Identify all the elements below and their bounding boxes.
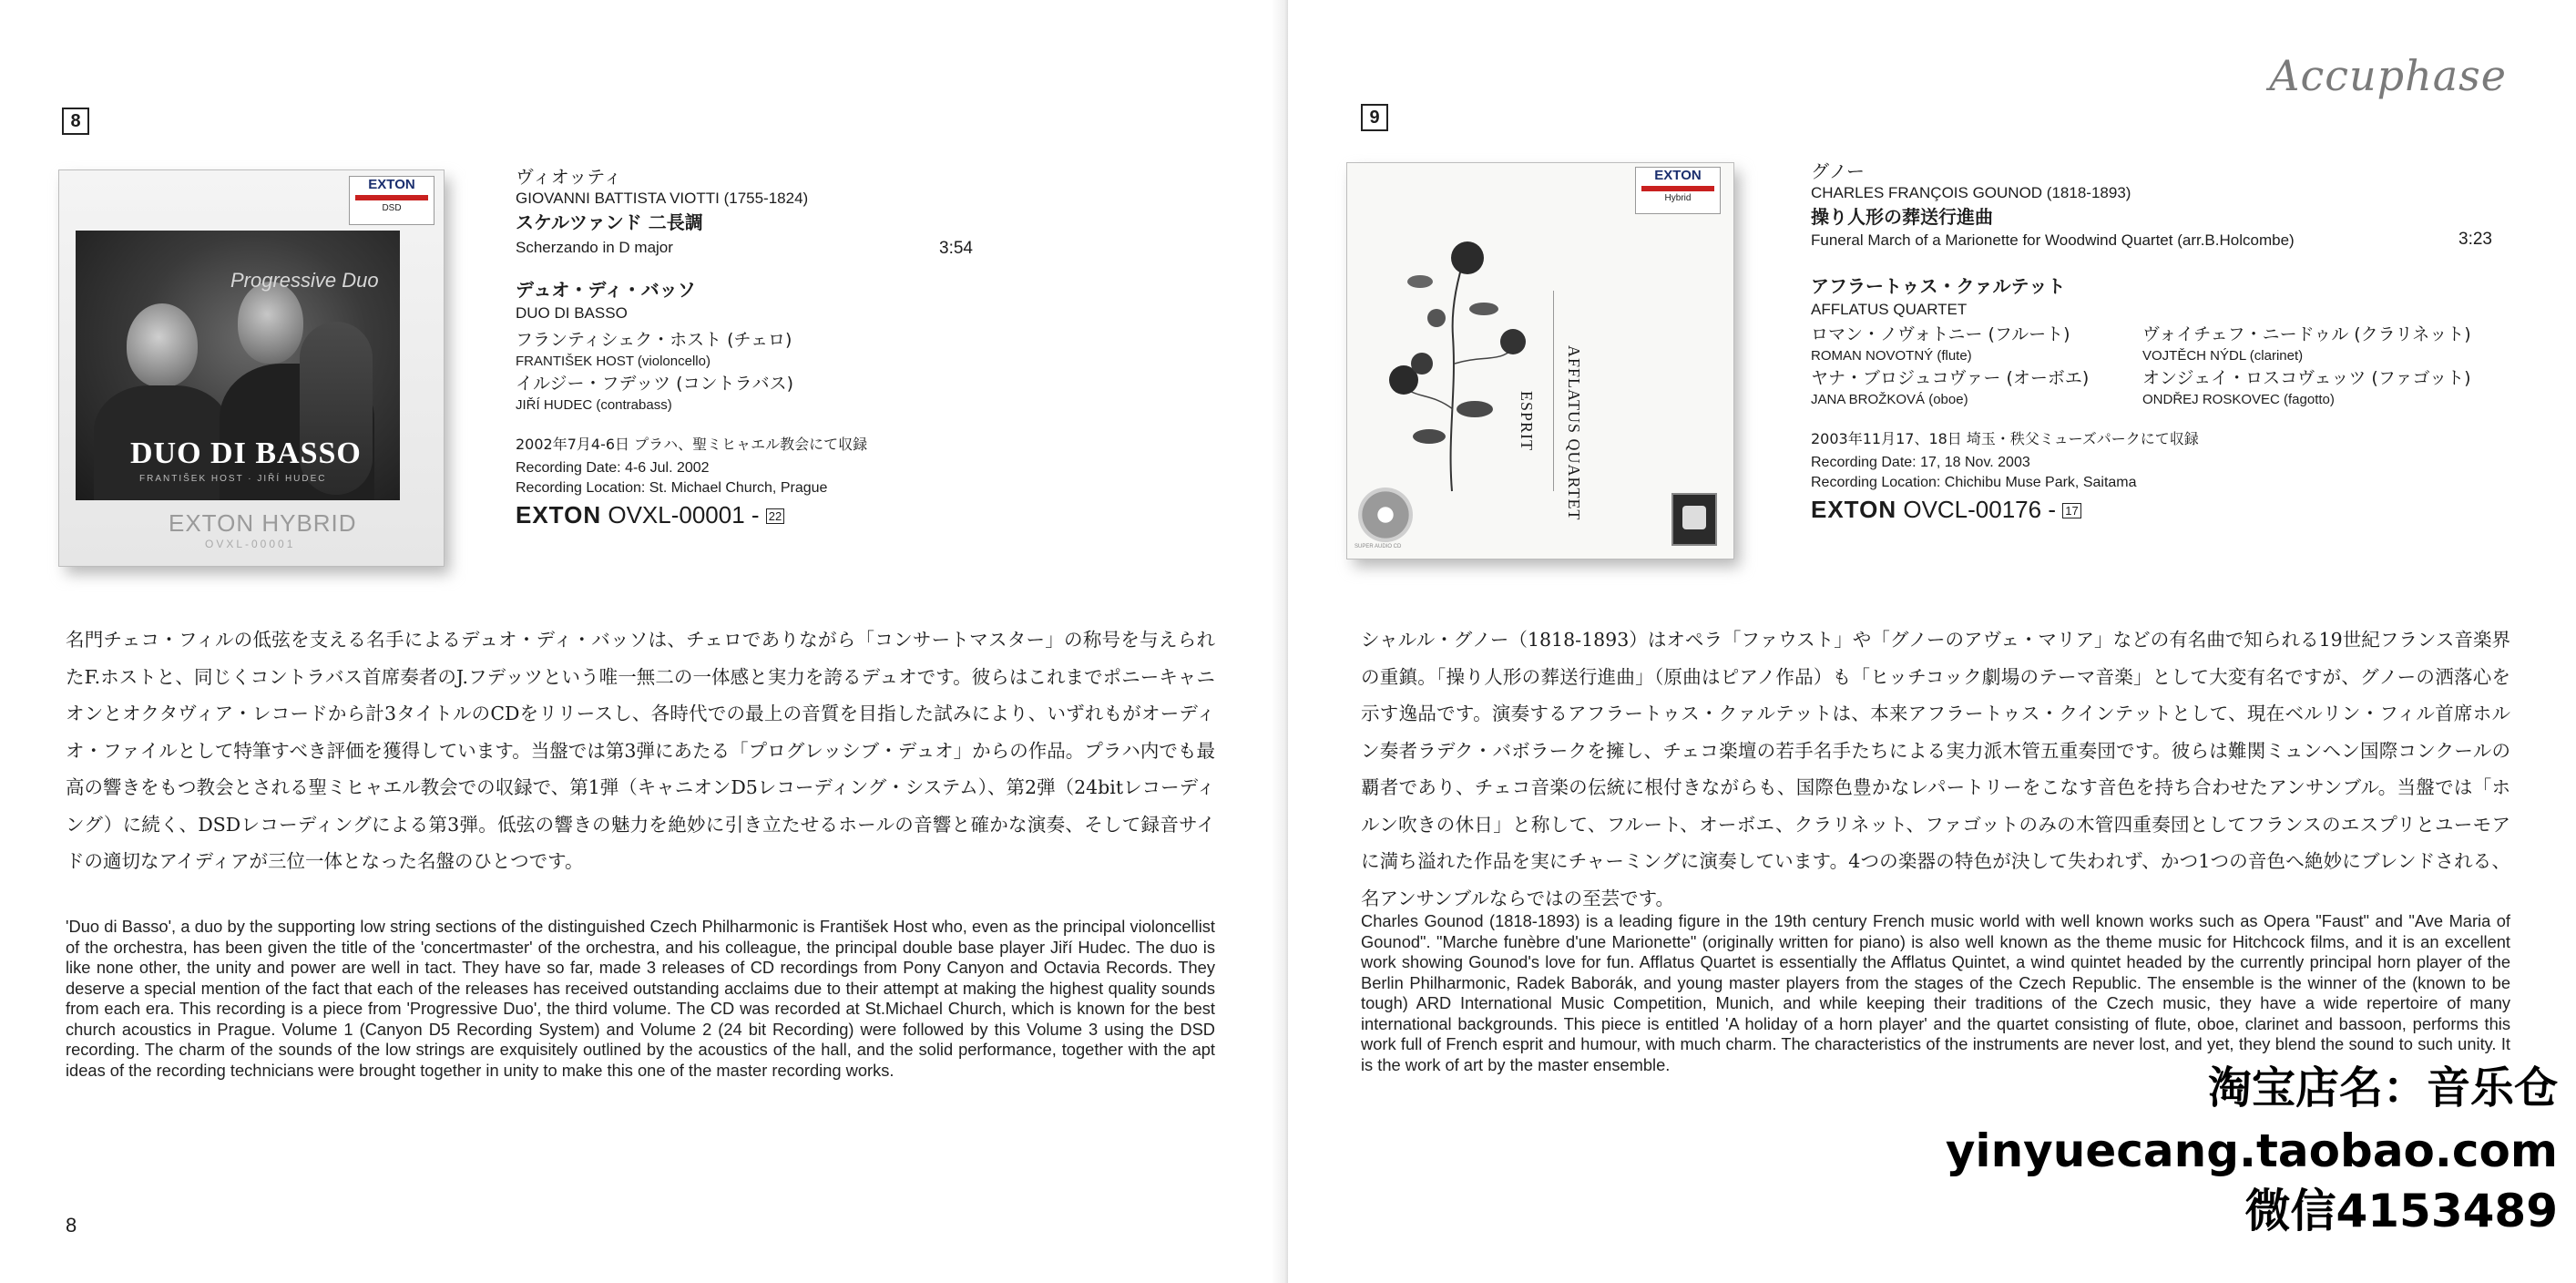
title-ja: 操り人形の葬送行進曲 <box>1811 206 1993 228</box>
performer-oboe-en: JANA BROŽKOVÁ (oboe) <box>1811 392 1968 407</box>
performer-fagotto-ja: オンジェイ・ロスコヴェッツ (ファゴット) <box>2142 368 2471 388</box>
label-name: EXTON <box>516 501 602 529</box>
performer-1-en: FRANTIŠEK HOST (violoncello) <box>516 354 710 369</box>
duo-logo: DUO DI BASSO <box>130 436 362 470</box>
performer-2-ja: イルジー・フデッツ (コントラバス) <box>516 374 794 394</box>
accuphase-logo: Accuphase <box>2269 51 2507 100</box>
track-number-badge: 9 <box>1361 104 1388 131</box>
watermark-wechat: 微信4153489 <box>2244 1185 2558 1237</box>
catalog-track-index: 22 <box>766 508 784 524</box>
duration: 3:23 <box>2458 230 2492 249</box>
hybrid-sub: OVXL-00001 <box>205 538 296 550</box>
recording-ja: 2002年7月4-6日 プラハ、聖ミヒャエル教会にて収録 <box>516 436 868 453</box>
duo-photo <box>76 231 400 500</box>
label-name: EXTON <box>1811 496 1897 523</box>
exton-badge: EXTON DSD <box>349 176 434 225</box>
performer-2-en: JIŘÍ HUDEC (contrabass) <box>516 397 672 413</box>
composer-en: GIOVANNI BATTISTA VIOTTI (1755-1824) <box>516 190 809 207</box>
catalog-code: OVCL-00176 - <box>1903 496 2056 523</box>
album-cover-duo-di-basso <box>58 169 445 567</box>
sacd-logo <box>1358 488 1413 542</box>
recording-location: Recording Location: Chichibu Muse Park, Saitama <box>1811 475 2137 490</box>
cover-performers: FRANTIŠEK HOST · JIŘÍ HUDEC <box>139 474 327 484</box>
recording-date: Recording Date: 4-6 Jul. 2002 <box>516 460 710 476</box>
recording-date: Recording Date: 17, 18 Nov. 2003 <box>1811 455 2030 470</box>
performer-flute-en: ROMAN NOVOTNÝ (flute) <box>1811 348 1972 364</box>
track-number-badge: 8 <box>62 108 89 135</box>
watermark-shop-name: 淘宝店名：音乐仓 <box>2207 1062 2558 1114</box>
performer-fagotto-en: ONDŘEJ ROSKOVEC (fagotto) <box>2142 392 2335 407</box>
cover-title-esprit: ESPRIT <box>1518 391 1536 452</box>
cellist-face <box>127 303 198 387</box>
catalog-number <box>1811 496 2081 524</box>
ensemble-ja: アフラートゥス・クァルテット <box>1811 275 2066 297</box>
sacd-text: SUPER AUDIO CD <box>1354 544 1402 549</box>
catalog-number <box>516 501 784 529</box>
ensemble-ja: デュオ・ディ・バッソ <box>516 279 696 301</box>
page-number: 8 <box>66 1214 77 1237</box>
performer-clarinet-en: VOJTĚCH NÝDL (clarinet) <box>2142 348 2304 364</box>
performer-clarinet-ja: ヴォイチェフ・ニードゥル (クラリネット) <box>2142 324 2471 344</box>
recording-location: Recording Location: St. Michael Church, Prague <box>516 480 828 496</box>
title-en: Scherzando in D major <box>516 239 673 256</box>
hybrid-text: EXTON HYBRID <box>169 509 357 537</box>
composer-en: CHARLES FRANÇOIS GOUNOD (1818-1893) <box>1811 184 2131 201</box>
cover-title-artist: AFFLATUS QUARTET <box>1565 345 1583 521</box>
duration: 3:54 <box>939 239 973 258</box>
flower-illustration <box>1365 227 1538 500</box>
album-cover-esprit <box>1346 162 1734 559</box>
performer-oboe-ja: ヤナ・ブロジュコヴァー (オーボエ) <box>1811 368 2090 388</box>
composer-ja: グノー <box>1811 160 1865 182</box>
title-en: Funeral March of a Marionette for Woodwind Quartet (arr.B.Holcombe) <box>1811 231 2295 249</box>
body-english: 'Duo di Basso', a duo by the supporting low string sections of the distinguished Czech Philharmonic is František Host who, even as the principal violoncellist of the orchestra, has been given the title of the 'concertmaster' of the orchestra, and his colleague, the principal double base player Jiří Hudec. The duo is like none other, the unity and power are well in tact. They have so far, made 3 releases of CD recordings from Pony Canyon and Octavia Records. They deserve a special mention of the fact that each of the releases has received outstanding acclaims due to their attempt at making the highest quality sounds from each era. This recording is a piece from 'Progressive Duo', the third volume. The CD was recorded at St.Michael Church, which is known for the best church acoustics in Prague. Volume 1 (Canyon D5 Recording System) and Volume 2 (24 bit Recording) were followed by this Volume 3 using the DSD recording. The charm of the sounds of the low strings are exquisitely outlined by the acoustics of the hall, and the solid performance, together with the apt ideas of the recording technicians were brought together in unity to make this one of the master recording works. <box>66 917 1215 1080</box>
multichannel-badge <box>1671 493 1717 546</box>
body-japanese: シャルル・グノー（1818-1893）はオペラ「ファウスト」や「グノーのアヴェ・マリア」などの有名曲で知られる19世紀フランス音楽界の重鎮。「操り人形の葬送行進曲」（原曲はピアノ作品）も「ヒッチコック劇場のテーマ音楽」として大変有名ですが、グノーの洒落心を示す逸品です。演奏するアフラートゥス・クァルテットは、本来アフラートゥス・クインテットとして、現在ベルリン・フィル首席ホルン奏者ラデク・バボラークを擁し、チェコ楽壇の若手名手たちによる実力派木管五重奏団です。彼らは難関ミュンヘン国際コンクールの覇者であり、チェコ音楽の伝統に根付きながらも、国際色豊かなレパートリーをこなす音色を持ち合わせたアンサンブル。当盤では「ホルン吹きの休日」と称して、フルート、オーボエ、クラリネット、ファゴットのみの木管四重奏団としてフランスのエスプリとユーモアに満ち溢れた作品を実にチャーミングに演奏しています。4つの楽器の特色が決して失われず、かつ1つの音色へ絶妙にブレンドされる、名アンサンブルならではの至芸です。 <box>1361 629 2510 910</box>
body-english: Charles Gounod (1818-1893) is a leading figure in the 19th century French music world with well known works such as Opera "Faust" and "Ave Maria of Gounod". "Marche funèbre d'une Marionette" (originally written for piano) is also well known as the theme music for Hitchcock films, and it is an excellent work showing Gounod's love for fun. Afflatus Quartet is essentially the Afflatus Quintet, a wind quintet headed by the currently principal horn player of the Berlin Philharmonic, Radek Baborák, and young master players from the stages of the Czech Republic. The ensemble is the winner of the (known to be tough) ARD International Music Competition, Munich, and while keeping their traditions of the Czech music, they have a wide repertoire of many international backgrounds. This piece is entitled 'A holiday of a horn player' and the quartet consisting of flute, oboe, clarinet and bassoon, performs this work full of French esprit and humour, with much charm. The characteristics of the instruments are never lost, and yet, they blend the sound to such unity. It is the work of art by the master ensemble. <box>1361 911 2510 1074</box>
title-ja: スケルツァンド 二長調 <box>516 211 703 233</box>
performer-1-ja: フランティシェク・ホスト (チェロ) <box>516 330 792 350</box>
body-japanese: 名門チェコ・フィルの低弦を支える名手によるデュオ・ディ・バッソは、チェロでありながら「コンサートマスター」の称号を与えられたF.ホストと、同じくコントラバス首席奏者のJ.フデッツという唯一無二の一体感と実力を誇るデュオです。彼らはこれまでポニーキャニオンとオクタヴィア・レコードから計3タイトルのCDをリリースし、各時代での最上の音質を目指した試みにより、いずれもがオーディオ・ファイルとして特筆すべき評価を獲得しています。当盤では第3弾にあたる「プログレッシブ・デュオ」からの作品。プラハ内でも最高の響きをもつ教会とされる聖ミヒャエル教会での収録で、第1弾（キャニオンD5レコーディング・システム）、第2弾（24bitレコーディング）に続く、DSDレコーディングによる第3弾。低弦の響きの魅力を絶妙に引き立たせるホールの音響と確かな演奏、そして録音サイドの適切なアイディアが三位一体となった名盤のひとつです。 <box>66 629 1215 873</box>
recording-ja: 2003年11月17、18日 埼玉・秩父ミューズパークにて収録 <box>1811 430 2199 447</box>
exton-badge: EXTON Hybrid <box>1635 167 1721 214</box>
composer-ja: ヴィオッティ <box>516 166 622 188</box>
catalog-code: OVXL-00001 - <box>608 501 760 529</box>
watermark-url: yinyuecang.taobao.com <box>1945 1124 2558 1177</box>
ensemble-en: DUO DI BASSO <box>516 304 628 322</box>
bassist-face <box>238 282 303 364</box>
ensemble-en: AFFLATUS QUARTET <box>1811 301 1968 318</box>
performer-flute-ja: ロマン・ノヴォトニー (フルート) <box>1811 324 2070 344</box>
series-title: Progressive Duo <box>230 269 379 292</box>
catalog-track-index: 17 <box>2062 503 2080 518</box>
